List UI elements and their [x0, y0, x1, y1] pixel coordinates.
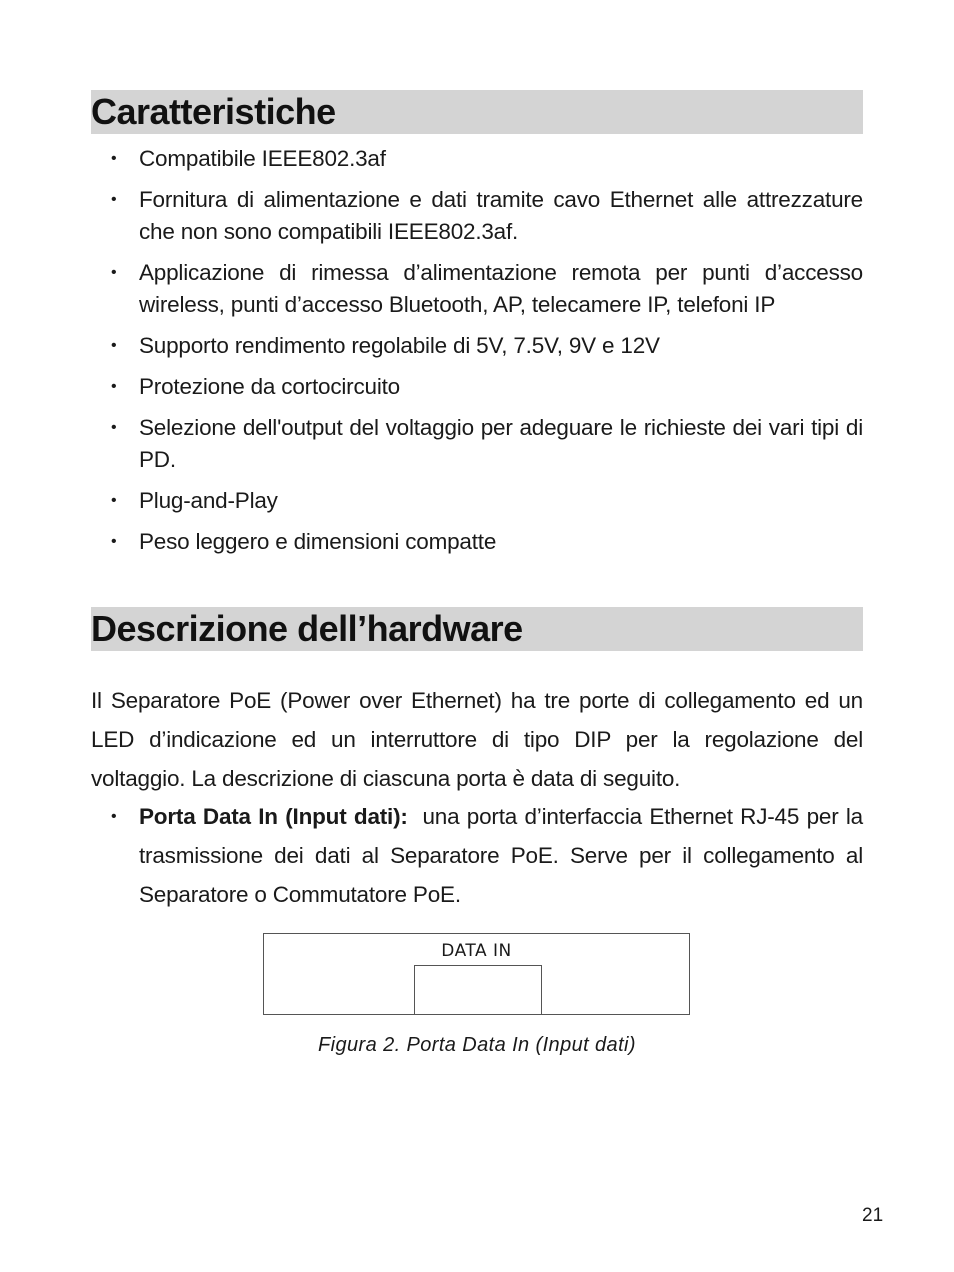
list-item	[111, 371, 863, 403]
feature-text: Applicazione di rimessa d’alimentazione remota per punti d’accesso wireless, punti d’accesso Bluetooth, AP, telecamere IP, telefoni IP	[139, 260, 863, 317]
bullet-icon: •	[111, 419, 117, 436]
feature-text: Plug-and-Play	[139, 488, 278, 513]
list-item	[111, 485, 863, 517]
feature-text: Fornitura di alimentazione e dati tramite cavo Ethernet alle attrezzature che non sono compatibili IEEE802.3af.	[139, 187, 863, 244]
page-number: 21	[862, 1205, 884, 1226]
bullet-icon: •	[111, 264, 117, 281]
data-in-port-figure	[263, 933, 690, 1015]
list-item	[111, 184, 863, 248]
feature-text: Supporto rendimento regolabile di 5V, 7.5V, 9V e 12V	[139, 333, 660, 358]
bullet-icon: •	[111, 533, 117, 550]
feature-text: Compatibile IEEE802.3af	[139, 146, 386, 171]
bullet-icon: •	[111, 150, 117, 167]
feature-text: Protezione da cortocircuito	[139, 374, 400, 399]
port-term: Porta Data In (Input dati):	[139, 804, 408, 829]
features-list	[111, 143, 863, 567]
list-item	[111, 412, 863, 476]
feature-text: Selezione dell'output del voltaggio per adeguare le richieste dei vari tipi di PD.	[139, 415, 863, 472]
feature-text: Peso leggero e dimensioni compatte	[139, 529, 497, 554]
hardware-heading: Descrizione dell’hardware	[91, 607, 863, 651]
figure-label: DATA IN	[441, 941, 512, 961]
bullet-icon: •	[111, 337, 117, 354]
list-item	[111, 330, 863, 362]
list-item	[111, 526, 863, 558]
rj45-port-diagram	[414, 965, 542, 1015]
bullet-icon: •	[111, 378, 117, 395]
hardware-intro: Il Separatore PoE (Power over Ethernet) ha tre porte di collegamento ed un LED d’indicazione ed un interruttore di tipo DIP per la regolazione del voltaggio. La descrizione di ciascuna porta è data di seguito.	[91, 688, 863, 791]
list-item	[111, 797, 863, 914]
ports-list	[111, 797, 863, 914]
figure-caption: Figura 2. Porta Data In (Input dati)	[318, 1034, 636, 1056]
bullet-icon: •	[111, 191, 117, 208]
port-description: una porta d’interfaccia Ethernet RJ-45 per la trasmissione dei dati al Separatore PoE. Serve per il collegamento al Separatore o Commutatore PoE.	[139, 804, 863, 907]
features-heading: Caratteristiche	[91, 90, 863, 134]
bullet-icon: •	[111, 808, 117, 825]
list-item	[111, 143, 863, 175]
list-item	[111, 257, 863, 321]
bullet-icon: •	[111, 492, 117, 509]
